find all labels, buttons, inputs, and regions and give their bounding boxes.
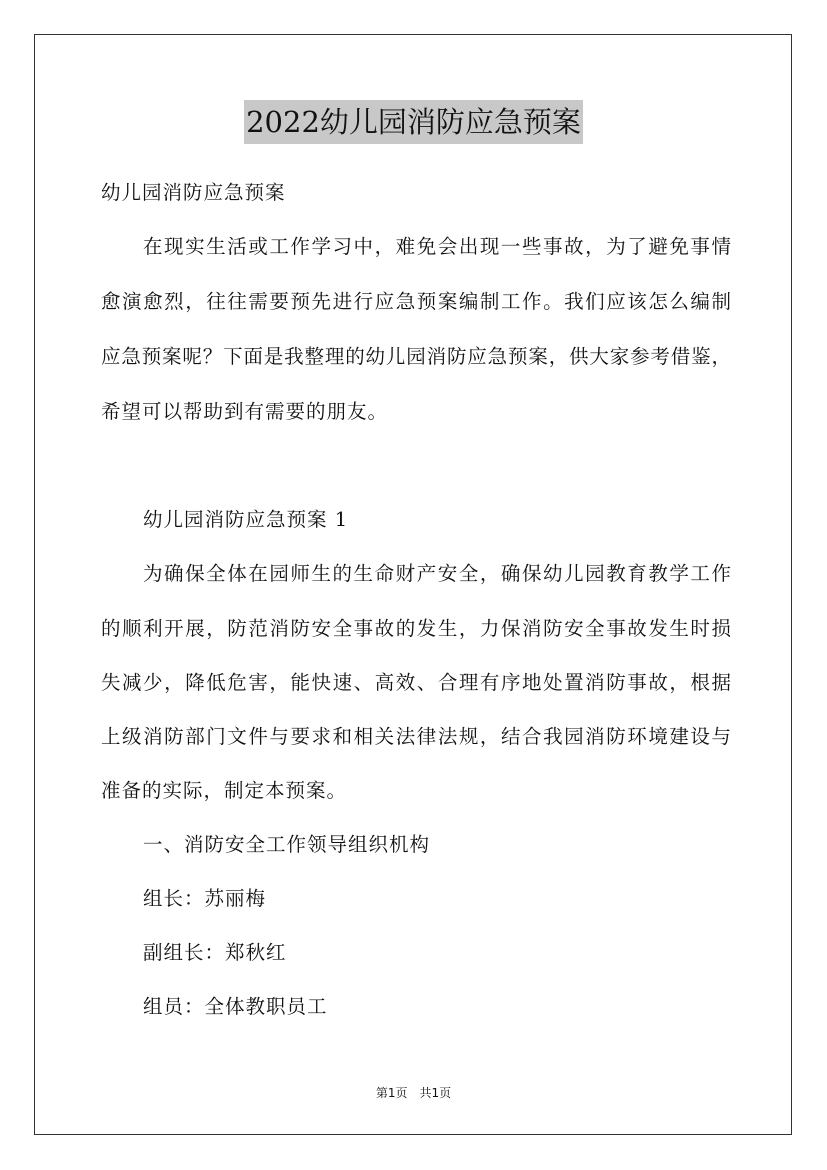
body-line-4: 上级消防部门文件与要求和相关法律法规，结合我园消防环境建设与 — [101, 725, 731, 748]
section-heading: 幼儿园消防应急预案 1 — [143, 508, 349, 531]
body-line-2: 的顺利开展，防范消防安全事故的发生，力保消防安全事故发生时损 — [101, 617, 731, 640]
body-line-3: 失减少，降低危害，能快速、高效、合理有序地处置消防事故，根据 — [101, 671, 731, 694]
title-container — [0, 100, 827, 144]
document-title: 2022幼儿园消防应急预案 — [244, 100, 583, 144]
document-subtitle: 幼儿园消防应急预案 — [101, 181, 286, 204]
intro-line-1: 在现实生活或工作学习中，难免会出现一些事故，为了避免事情 — [143, 235, 731, 258]
intro-line-4: 希望可以帮助到有需要的朋友。 — [101, 400, 389, 423]
leader-line: 组长：苏丽梅 — [143, 887, 267, 910]
intro-line-3: 应急预案呢？下面是我整理的幼儿园消防应急预案，供大家参考借鉴， — [101, 345, 731, 368]
intro-line-2: 愈演愈烈，往往需要预先进行应急预案编制工作。我们应该怎么编制 — [101, 290, 731, 313]
body-line-5: 准备的实际，制定本预案。 — [101, 779, 348, 802]
body-line-1: 为确保全体在园师生的生命财产安全，确保幼儿园教育教学工作 — [143, 562, 731, 585]
deputy-line: 副组长：郑秋红 — [143, 941, 287, 964]
page-footer: 第1页 共1页 — [375, 1086, 452, 1100]
members-line: 组员：全体教职员工 — [143, 995, 328, 1018]
org-heading: 一、消防安全工作领导组织机构 — [143, 833, 431, 856]
